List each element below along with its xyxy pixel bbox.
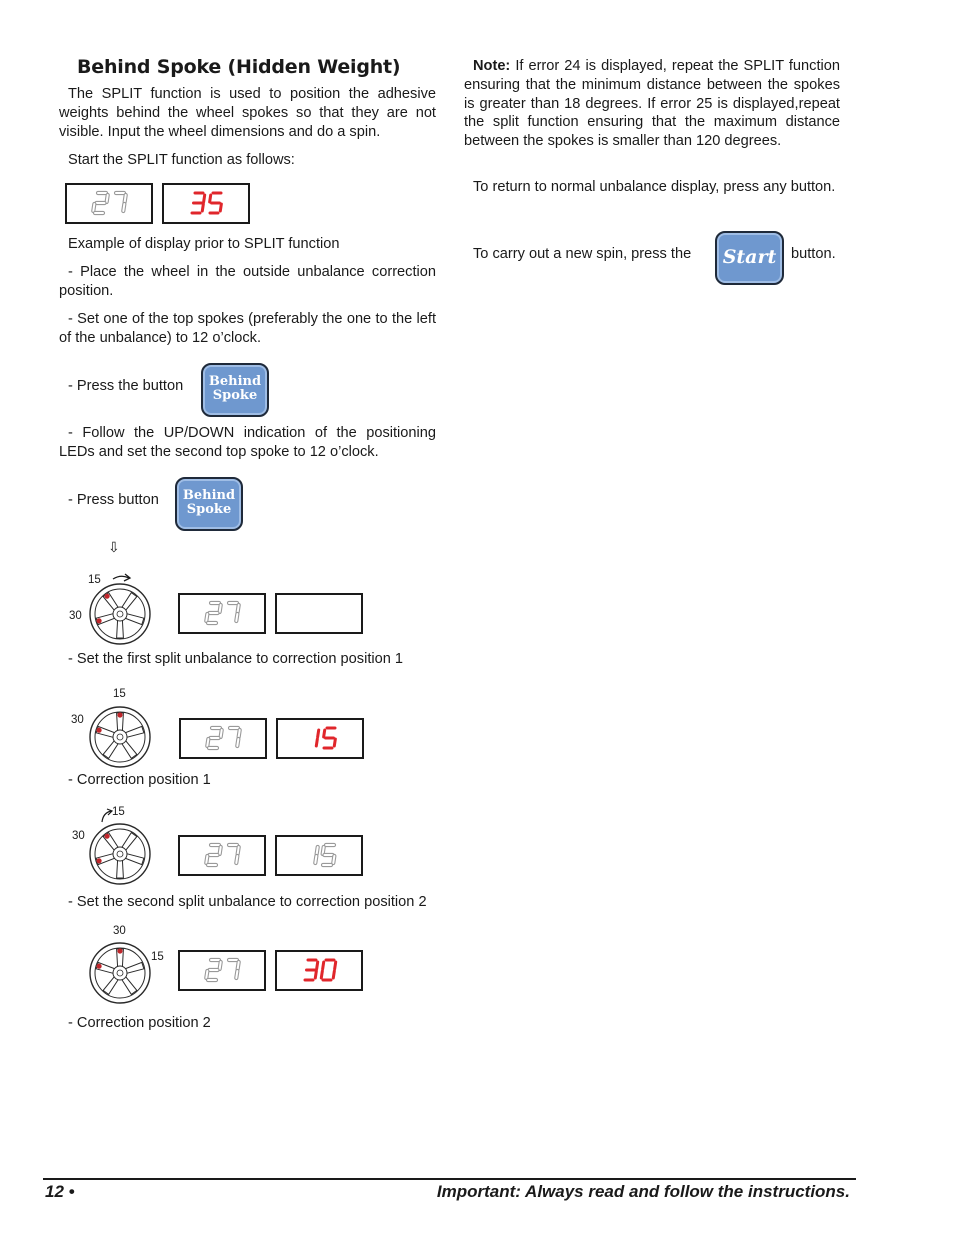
step-follow-leds-text: - Follow the UP/DOWN indication of the positioning LEDs and set the second top spoke to 12 o’clock. <box>59 425 436 460</box>
lcd-segment <box>210 195 211 202</box>
press-button-2-text: - Press button <box>68 492 159 508</box>
lcd-segment <box>221 730 222 737</box>
lcd-segment <box>323 962 324 969</box>
lcd-digits <box>164 185 248 222</box>
lcd-digits <box>278 720 362 757</box>
lcd-segment <box>236 856 237 863</box>
step-second-split-text: - Set the second split unbalance to correction position 2 <box>68 894 427 910</box>
example-caption-text: Example of display prior to SPLIT function <box>68 236 340 252</box>
wheel1-left-label: 30 <box>69 610 82 622</box>
lcd-segment <box>220 847 221 854</box>
weight-marker <box>96 618 101 623</box>
wheel-hub <box>113 847 127 861</box>
intro-paragraph <box>59 85 436 141</box>
step-first-split-text: - Set the first split unbalance to correction position 1 <box>68 651 404 667</box>
display-left-2 <box>178 593 266 634</box>
weight-marker <box>104 594 109 599</box>
lcd-segment <box>204 195 205 202</box>
lcd-segment <box>207 739 208 746</box>
lcd-segment <box>238 962 239 969</box>
weight-marker <box>104 834 109 839</box>
behind-spoke-button-1[interactable] <box>201 363 269 417</box>
lcd-segment <box>206 971 207 978</box>
wheel-icon <box>88 822 152 886</box>
behind-spoke-button-2[interactable] <box>175 477 243 531</box>
lcd-segment <box>220 605 221 612</box>
wheel3-top-label: 15 <box>112 806 125 818</box>
wheel4-right-label: 15 <box>151 951 164 963</box>
caption-pos1-text: - Correction position 1 <box>68 772 211 788</box>
lcd-segment <box>236 614 237 621</box>
lcd-segment <box>123 204 124 211</box>
lcd-segment <box>318 730 319 737</box>
lcd-segment <box>323 847 324 854</box>
intro-text: The SPLIT function is used to position the adhesive weights behind the wheel spokes so that they are not visible. Input the wheel dimensions and do a spin. <box>59 86 436 140</box>
wheel-spoke <box>117 860 124 878</box>
display-right-1 <box>162 183 250 224</box>
display-left-5 <box>178 950 266 991</box>
caption-pos2-text: - Correction position 2 <box>68 1015 211 1031</box>
behind-spoke-line2: Spoke <box>186 502 232 517</box>
lcd-digits <box>67 185 151 222</box>
lcd-segment <box>315 971 316 978</box>
lcd-segment <box>107 195 108 202</box>
lcd-segment <box>238 847 239 854</box>
lcd-segment <box>315 856 316 863</box>
weight-marker <box>96 964 101 969</box>
lcd-segment <box>206 856 207 863</box>
lcd-digits <box>277 837 361 874</box>
lcd-segment <box>237 739 238 746</box>
weight-marker <box>96 728 101 733</box>
example-caption <box>59 235 436 254</box>
lcd-segment <box>333 856 334 863</box>
start-split-label: Start the SPLIT function as follows: <box>68 152 295 168</box>
wheel-hub <box>113 730 127 744</box>
new-spin-post: button. <box>791 246 836 262</box>
press-button-1-text: - Press the button <box>68 378 184 394</box>
lcd-segment <box>125 195 126 202</box>
footer-notice: Important: Always read and follow the instructions. <box>436 1182 850 1201</box>
lcd-segment <box>239 730 240 737</box>
page-title: Behind Spoke (Hidden Weight) <box>77 56 401 78</box>
step-set-spoke-text: - Set one of the top spokes (preferably the one to the left of the unbalance) to 12 o’clock. <box>59 311 436 346</box>
wheel-hub <box>113 607 127 621</box>
step-place-wheel <box>59 263 436 301</box>
lcd-segment <box>238 605 239 612</box>
down-arrow-icon: ⇩ <box>108 539 120 555</box>
display-left-1 <box>65 183 153 224</box>
start-button[interactable] <box>715 231 784 285</box>
lcd-digits <box>180 595 264 632</box>
lcd-digits <box>180 952 264 989</box>
wheel-spoke <box>125 614 144 625</box>
behind-spoke-line1: Behind <box>208 374 262 389</box>
wheel4-top-label: 30 <box>113 925 126 937</box>
note-paragraph <box>464 57 840 151</box>
lcd-segment <box>317 847 318 854</box>
lcd-digits <box>277 952 361 989</box>
lcd-digits <box>277 595 361 632</box>
new-spin-pre: To carry out a new spin, press the <box>473 246 692 262</box>
lcd-segment <box>220 204 221 211</box>
return-paragraph <box>464 178 840 197</box>
lcd-segment <box>321 971 322 978</box>
page-number: 12 • <box>45 1182 75 1201</box>
lcd-digits <box>181 720 265 757</box>
display-right-3 <box>276 718 364 759</box>
step-place-wheel-text: - Place the wheel in the outside unbalance correction position. <box>59 264 436 299</box>
wheel-icon <box>88 705 152 769</box>
wheel-spoke <box>125 726 144 737</box>
display-right-4 <box>275 835 363 876</box>
start-button-label: Start <box>722 246 777 268</box>
wheel-spoke <box>125 962 144 973</box>
wheel1-top-label: 15 <box>88 574 101 586</box>
lcd-segment <box>334 739 335 746</box>
lcd-segment <box>236 971 237 978</box>
wheel-spoke <box>117 620 124 638</box>
step-follow-leds <box>59 424 436 462</box>
footer-divider <box>43 1178 856 1180</box>
weight-marker <box>96 858 101 863</box>
lcd-segment <box>220 962 221 969</box>
note-label: Note: <box>473 58 511 74</box>
lcd-segment <box>335 962 336 969</box>
display-right-5 <box>275 950 363 991</box>
start-split-text <box>59 151 436 170</box>
lcd-segment <box>93 204 94 211</box>
note-text: If error 24 is displayed, repeat the SPLIT function ensuring that the minimum distance between the spokes is greater than 18 degrees. If error 25 is displayed,repeat the split function ensuring that the maximum distance between the spokes is smaller than 120 degrees. <box>464 58 840 150</box>
lcd-segment <box>324 730 325 737</box>
display-left-3 <box>179 718 267 759</box>
behind-spoke-line1: Behind <box>182 488 236 503</box>
lcd-digits <box>180 837 264 874</box>
display-left-4 <box>178 835 266 876</box>
behind-spoke-line2: Spoke <box>212 388 258 403</box>
wheel2-top-label: 15 <box>113 688 126 700</box>
lcd-segment <box>202 204 203 211</box>
weight-marker <box>117 712 122 717</box>
step-set-spoke <box>59 310 436 348</box>
lcd-segment <box>206 614 207 621</box>
wheel-icon <box>88 582 152 646</box>
lcd-segment <box>317 962 318 969</box>
lcd-segment <box>333 971 334 978</box>
wheel2-left-label: 30 <box>71 714 84 726</box>
wheel-hub <box>113 966 127 980</box>
weight-marker <box>117 948 122 953</box>
wheel-icon <box>88 941 152 1005</box>
wheel3-left-label: 30 <box>72 830 85 842</box>
display-right-2 <box>275 593 363 634</box>
lcd-segment <box>316 739 317 746</box>
wheel-spoke <box>125 854 144 865</box>
return-text: To return to normal unbalance display, press any button. <box>473 179 836 195</box>
